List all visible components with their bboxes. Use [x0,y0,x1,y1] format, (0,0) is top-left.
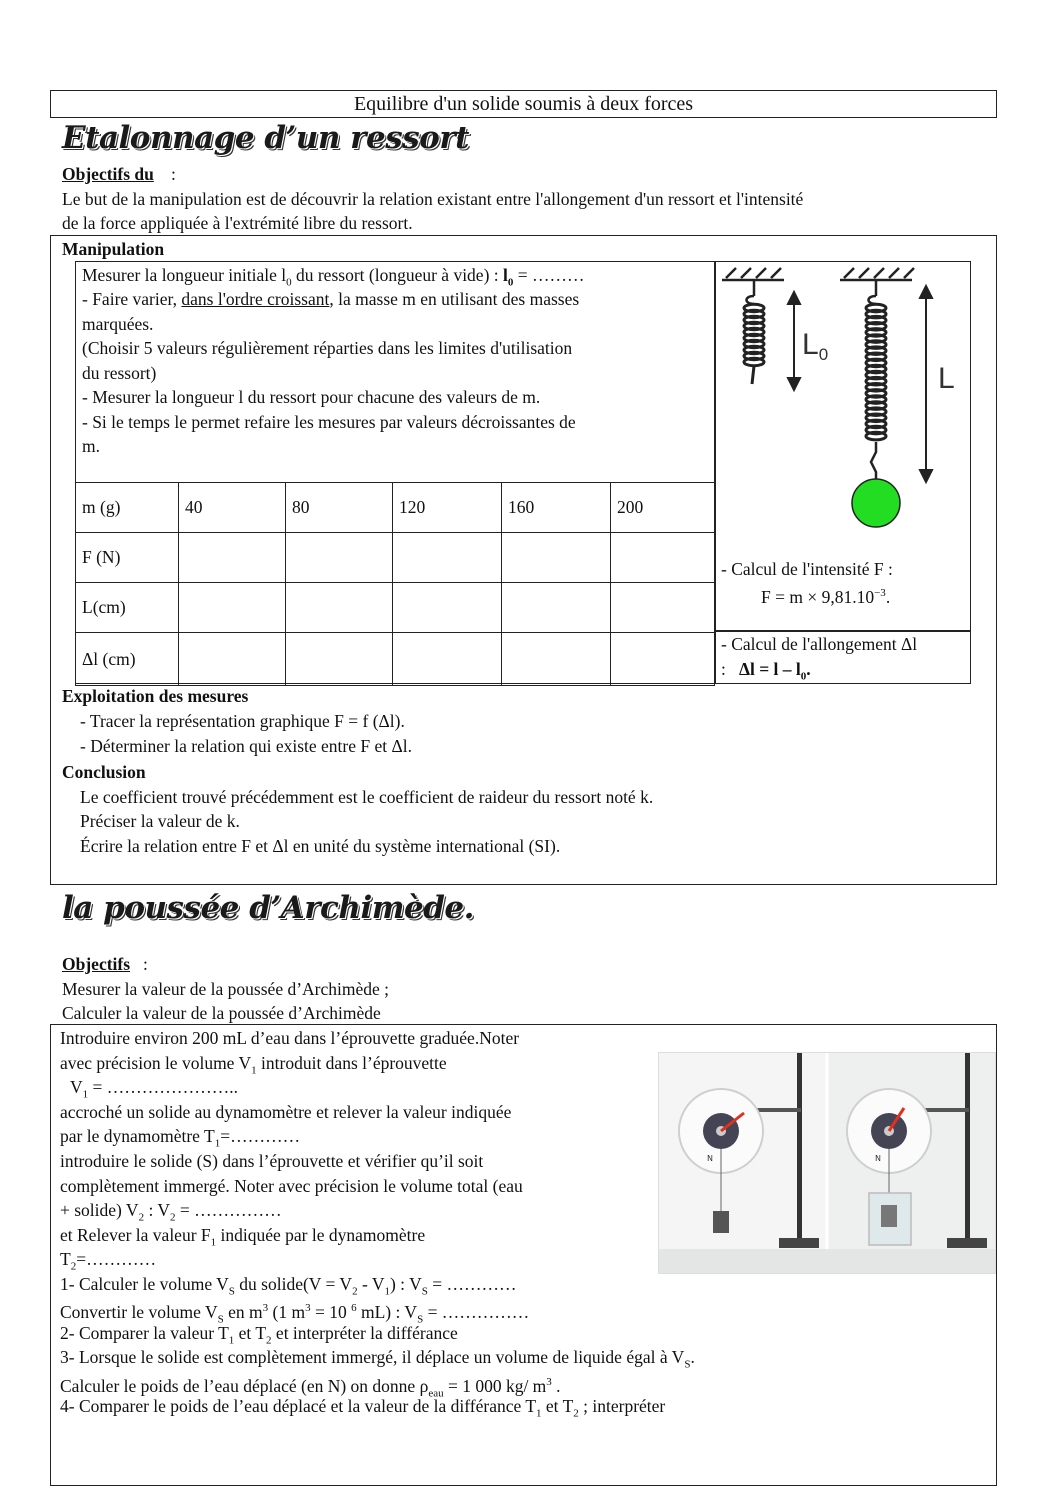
objectives2-label: Objectifs [62,954,131,974]
mass-cell: 40 [179,483,286,533]
calc-elongation-formula: : $\Delta l = l - l_0$. [721,659,811,683]
question-1: 1- Calculer le volume $V_S$ du solide(V = $V_2 - V_1$) : $V_S$ = ………… [60,1274,517,1298]
exploitation-label: Exploitation des mesures [62,686,249,706]
empty-cell[interactable] [502,583,611,633]
step-3b: du ressort) [82,363,157,383]
spring-diagram [716,262,970,552]
step-5b: m. [82,436,100,456]
manipulation-label: Manipulation [62,239,165,259]
row-label-mass: m (g) [76,483,179,533]
dynamometer-photo [658,1052,996,1274]
step-1: Mesurer la longueur initiale $l_0$ du ressort (longueur à vide) : $l_0$ = ……… [82,265,585,289]
question-1b: Convertir le volume $V_S$ en $m^3$ (1 $m^3 = 10$ $^6$ mL) : $V_S$ = …………… [60,1301,530,1326]
exploitation-item: - Tracer la représentation graphique F = f (Δl). [80,711,405,731]
a-line-7: complètement immergé. Noter avec précision le volume total (eau [60,1176,523,1196]
empty-cell[interactable] [286,533,393,583]
objectives-label: Objectifs du [62,164,154,184]
a-line-9: et Relever la valeur $F_1$ indiquée par le dynamomètre [60,1225,426,1249]
a-line-6: introduire le solide (S) dans l’éprouvette et vérifier qu’il soit [60,1151,484,1171]
objectives2-colon: : [143,954,148,974]
measurement-table [75,482,715,686]
a-line-3: $V_1$ = ………………….. [70,1077,239,1101]
objectives-line1: Le but de la manipulation est de découvrir la relation existant entre l'allongement d'un ressort et l'intensité [62,189,804,209]
conclusion-item: Écrire la relation entre F et Δl en unité du système international (SI). [80,836,561,856]
empty-cell[interactable] [393,583,502,633]
mass-cell: 80 [286,483,393,533]
calc-force-label: - Calcul de l'intensité F : [721,559,893,579]
dynamometer-illustration [659,1053,995,1273]
objectives2-item: Calculer la valeur de la poussée d’Archimède [62,1003,381,1023]
a-line-1: Introduire environ 200 mL d’eau dans l’éprouvette graduée.Noter [60,1028,520,1048]
step-4: - Mesurer la longueur l du ressort pour chacune des valeurs de m. [82,387,541,407]
table-row [76,633,715,686]
row-label-force: F (N) [76,533,179,583]
header-box [50,90,997,118]
empty-cell[interactable] [179,633,286,686]
step-2b: marquées. [82,314,154,334]
mass-cell: 200 [611,483,715,533]
question-3b: Calculer le poids de l’eau déplacé (en N) on donne $\rho_{eau} = 1$ 000 kg/ $m^3$ . [60,1375,561,1400]
empty-cell[interactable] [611,633,715,686]
empty-cell[interactable] [286,633,393,686]
conclusion-item: Le coefficient trouvé précédemment est le coefficient de raideur du ressort noté k. [80,787,654,807]
table-row [76,533,715,583]
mass-ball [852,479,900,527]
empty-cell[interactable] [179,583,286,633]
exploitation-item: - Déterminer la relation qui existe entre F et Δl. [80,736,412,756]
svg-text:N: N [707,1154,713,1163]
a-line-8: + solide) $V_2$ : $V_2$ = …………… [60,1200,282,1224]
calc-elongation-label: - Calcul de l'allongement Δl [721,634,918,654]
empty-cell[interactable] [179,533,286,583]
mass-cell: 120 [393,483,502,533]
question-2: 2- Comparer la valeur $T_1$ et $T_2$ et interpréter la différance [60,1323,458,1347]
header-title: Equilibre d'un solide soumis à deux forces [353,93,694,115]
objectives2-item: Mesurer la valeur de la poussée d’Archimède ; [62,979,390,999]
step-3: (Choisir 5 valeurs régulièrement réparties dans les limites d'utilisation [82,338,573,358]
spring-coil [866,432,886,440]
empty-cell[interactable] [393,533,502,583]
empty-cell[interactable] [502,533,611,583]
svg-text:N: N [875,1154,881,1163]
conclusion-item: Préciser la valeur de k. [80,811,240,831]
objectives-colon: : [171,164,176,184]
diagram-label-l0: $L_0$ [802,328,829,364]
a-line-10: $T_2=\dots\dots\dots\dots$ [60,1249,157,1273]
spring-coil [744,358,764,366]
empty-cell[interactable] [611,533,715,583]
table-row [76,583,715,633]
mass-cell: 160 [502,483,611,533]
a-line-4: accroché un solide au dynamomètre et relever la valeur indiquée [60,1102,512,1122]
row-label-elongation: Δl (cm) [76,633,179,686]
table-row [76,483,715,533]
question-3: 3- Lorsque le solide est complètement immergé, il déplace un volume de liquide égal à $V_S$. [60,1347,695,1371]
diagram-label-l: L [938,362,955,395]
conclusion-label: Conclusion [62,762,146,782]
empty-cell[interactable] [502,633,611,686]
question-4: 4- Comparer le poids de l’eau déplacé et la valeur de la différance $T_1$ et $T_2$ ; interpréter [60,1396,666,1420]
empty-cell[interactable] [286,583,393,633]
step-5: - Si le temps le permet refaire les mesures par valeurs décroissantes de [82,412,576,432]
calc-force-formula: $F = m \times 9,81.10^{-3}$. [761,586,891,607]
section1-title: Etalonnage d’un ressort [62,120,469,156]
a-line-2: avec précision le volume $V_1$ introduit dans l’éprouvette [60,1053,447,1077]
section2-title: la poussée d’Archimède. [62,890,474,926]
step-2: - Faire varier, dans l'ordre croissant, la masse m en utilisant des masses [82,289,580,309]
empty-cell[interactable] [611,583,715,633]
empty-cell[interactable] [393,633,502,686]
objectives-line2: de la force appliquée à l'extrémité libre du ressort. [62,213,413,233]
row-label-length: L(cm) [76,583,179,633]
a-line-5: par le dynamomètre $T_1=\dots\dots\dots\dots$ [60,1126,301,1150]
